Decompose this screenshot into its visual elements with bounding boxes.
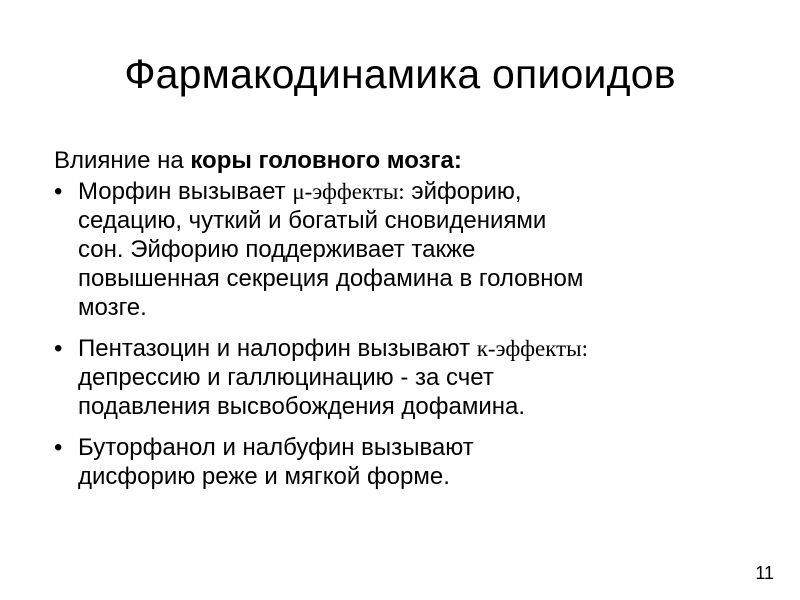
- intro-prefix: Влияние на: [54, 147, 191, 174]
- intro-bold: коры головного мозга:: [190, 147, 462, 174]
- bullet-item-pentazocine: [48, 334, 788, 421]
- mu-effects-term: μ-эффекты:: [292, 179, 405, 204]
- bullet-line: повышенная секреция дофамина в головном: [78, 265, 584, 292]
- bullet-dot-icon: •: [54, 335, 63, 362]
- bullet-line: мозге.: [78, 294, 147, 321]
- text-span: Пентазоцин и налорфин вызывают: [78, 335, 477, 362]
- bullet-item-butorphanol: [48, 433, 788, 491]
- bullet-line: депрессию и галлюцинацию - за счет: [78, 364, 494, 391]
- bullet-line: Буторфанол и налбуфин вызывают: [78, 434, 474, 461]
- bullet-line: дисфорию реже и мягкой форме.: [78, 463, 450, 490]
- text-span: эйфорию,: [404, 178, 522, 205]
- bullet-line: седацию, чуткий и богатый сновидениями: [78, 207, 547, 234]
- page-number: 11: [755, 563, 774, 583]
- bullet-dot-icon: •: [54, 434, 63, 461]
- bullet-dot-icon: •: [54, 178, 63, 205]
- bullet-line: подавления высвобождения дофамина.: [78, 393, 526, 420]
- kappa-effects-term: к-эффекты:: [476, 336, 588, 361]
- intro-line: [54, 146, 462, 175]
- text-span: Морфин вызывает: [78, 178, 293, 205]
- bullet-item-morphine: [48, 177, 788, 322]
- slide-title: Фармакодинамика опиоидов: [124, 51, 676, 97]
- bullet-list: [48, 177, 788, 503]
- bullet-line: [78, 334, 788, 363]
- bullet-line: сон. Эйфорию поддерживает также: [78, 236, 476, 263]
- bullet-line: [78, 177, 788, 206]
